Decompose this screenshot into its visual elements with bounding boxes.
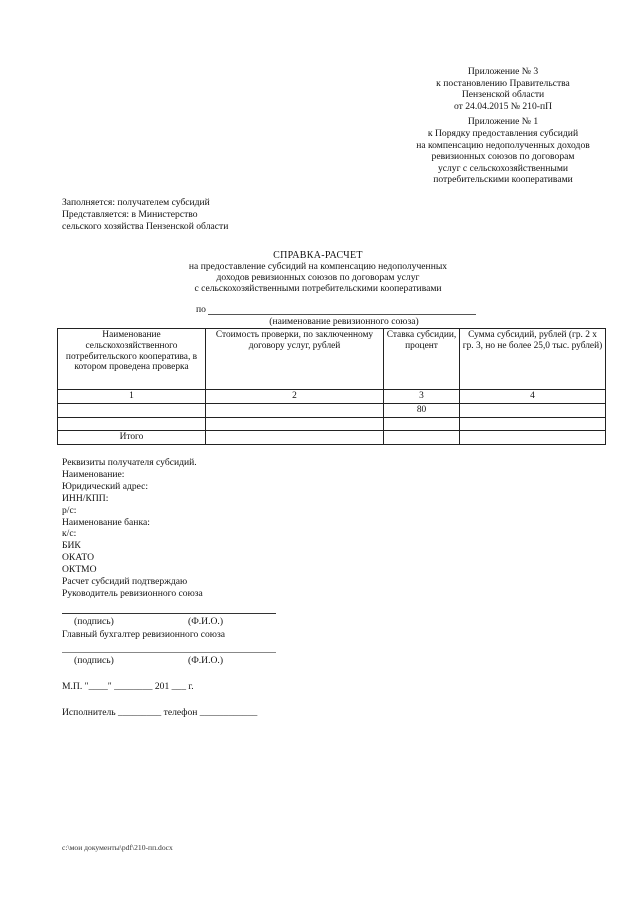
appendix-line: от 24.04.2015 № 210-пП bbox=[453, 100, 553, 112]
file-path: c:\мои документы\pdf\210-пп.docx bbox=[62, 843, 173, 852]
requisite-line: БИК bbox=[62, 540, 81, 552]
union-name-field[interactable] bbox=[208, 314, 476, 315]
executor-phone-line: Исполнитель _________ телефон ____________ bbox=[62, 707, 258, 718]
head-fio-caption: (Ф.И.О.) bbox=[188, 616, 224, 627]
total-row bbox=[58, 430, 606, 444]
accountant-signature-line[interactable] bbox=[62, 652, 276, 653]
requisite-line: Наименование: bbox=[62, 468, 125, 480]
column-number: 2 bbox=[206, 390, 384, 404]
table-cell[interactable]: 80 bbox=[384, 403, 460, 417]
appendix-line: к постановлению Правительства bbox=[436, 77, 570, 89]
header-cell: Стоимость проверки, по заключенному договору услуг, рублей bbox=[206, 329, 384, 390]
appendix-line: потребительскими кооперативами bbox=[433, 174, 573, 186]
head-signature-caption: (подпись) bbox=[74, 616, 114, 627]
head-signature-line[interactable] bbox=[62, 613, 276, 614]
table-cell[interactable] bbox=[206, 430, 384, 444]
table-cell[interactable] bbox=[384, 417, 460, 430]
table-header-row bbox=[58, 329, 606, 390]
header-cell: Ставка субсидии, процент bbox=[384, 329, 460, 390]
column-number: 3 bbox=[384, 390, 460, 404]
document-title bbox=[160, 250, 476, 294]
requisite-line: Реквизиты получателя субсидий. bbox=[62, 457, 197, 468]
appendix-block bbox=[398, 66, 608, 186]
accountant-fio-caption: (Ф.И.О.) bbox=[188, 655, 224, 666]
requisite-line: ОКТМО bbox=[62, 564, 97, 576]
table-cell[interactable] bbox=[206, 403, 384, 417]
table-cell[interactable] bbox=[384, 430, 460, 444]
column-number: 1 bbox=[58, 390, 206, 404]
title-main: СПРАВКА-РАСЧЕТ bbox=[273, 250, 363, 261]
table-cell[interactable] bbox=[206, 417, 384, 430]
recipient-requisites bbox=[62, 457, 203, 600]
header-cell: Наименование сельскохозяйственного потребительского кооператива, в котором проведена проверка bbox=[58, 329, 206, 390]
header-cell: Сумма субсидий, рублей (гр. 2 х гр. 3, но не более 25,0 тыс. рублей) bbox=[460, 329, 606, 390]
table-cell[interactable] bbox=[460, 417, 606, 430]
table-row bbox=[58, 403, 606, 417]
appendix-line: Пензенской области bbox=[461, 89, 545, 101]
column-number: 4 bbox=[460, 390, 606, 404]
appendix-line: Приложение № 3 bbox=[467, 66, 539, 77]
requisite-line: Юридический адрес: bbox=[62, 480, 149, 492]
requisite-line: Расчет субсидий подтверждаю bbox=[62, 576, 188, 588]
fill-info-line: сельского хозяйства Пензенской области bbox=[62, 220, 229, 232]
appendix-line: ревизионных союзов по договорам bbox=[431, 151, 575, 163]
stamp-date-line: М.П. "____" ________ 201 ___ г. bbox=[62, 681, 194, 692]
appendix-line: на компенсацию недополученных доходов bbox=[416, 139, 590, 151]
title-line: с сельскохозяйственными потребительскими кооперативами bbox=[194, 283, 442, 294]
fill-info-line: Заполняется: получателем субсидий bbox=[62, 197, 210, 208]
title-line: на предоставление субсидий на компенсацию недополученных bbox=[188, 261, 448, 272]
requisite-line: ИНН/КПП: bbox=[62, 492, 109, 504]
appendix-line: Приложение № 1 bbox=[467, 116, 539, 128]
po-label: по bbox=[196, 304, 206, 315]
requisite-line: Наименование банка: bbox=[62, 516, 150, 528]
table-cell[interactable] bbox=[460, 403, 606, 417]
table-cell[interactable] bbox=[58, 403, 206, 417]
union-name-caption: (наименование ревизионного союза) bbox=[269, 316, 419, 327]
total-label: Итого bbox=[58, 430, 206, 444]
table-cell[interactable] bbox=[58, 417, 206, 430]
fill-info bbox=[62, 197, 228, 232]
requisite-line: к/с: bbox=[62, 528, 77, 540]
fill-info-line: Представляется: в Министерство bbox=[62, 208, 198, 220]
table-row bbox=[58, 417, 606, 430]
column-number-row bbox=[58, 390, 606, 404]
appendix-line: услуг с сельскохозяйственными bbox=[437, 162, 569, 174]
table-cell[interactable] bbox=[460, 430, 606, 444]
chief-accountant-label: Главный бухгалтер ревизионного союза bbox=[62, 629, 225, 640]
requisite-line: ОКАТО bbox=[62, 552, 95, 564]
requisite-line: Руководитель ревизионного союза bbox=[62, 587, 203, 599]
requisite-line: р/с: bbox=[62, 504, 77, 516]
calculation-table bbox=[57, 328, 606, 445]
appendix-line: к Порядку предоставления субсидий bbox=[427, 127, 579, 139]
accountant-signature-caption: (подпись) bbox=[74, 655, 114, 666]
title-line: доходов ревизионных союзов по договорам услуг bbox=[216, 272, 420, 283]
